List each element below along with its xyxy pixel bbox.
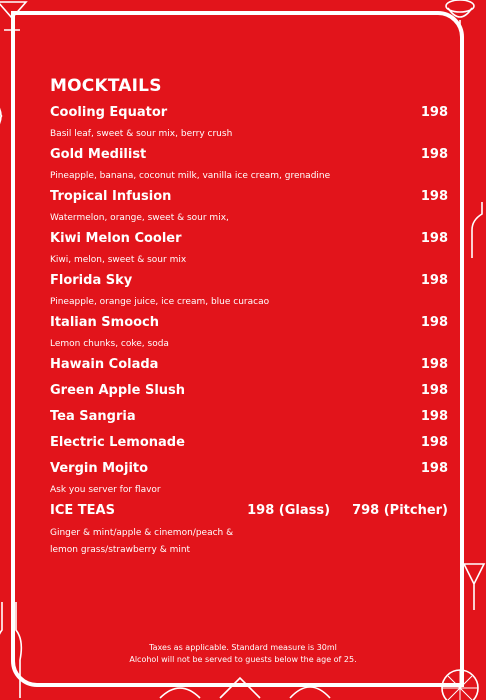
item-name: Vergin Mojito (50, 461, 149, 476)
menu-item-row (50, 461, 448, 481)
footer-age-notice: Alcohol will not be served to guests below the age of 25. (129, 655, 357, 664)
description-line: lemon grass/strawberry & mint (50, 545, 191, 555)
menu-item-row (50, 189, 448, 209)
item-name: Tropical Infusion (50, 189, 172, 204)
item-price: 198 (420, 435, 448, 450)
menu-item-row (50, 147, 448, 167)
item-price: 198 (420, 409, 448, 424)
item-description (50, 525, 260, 559)
item-name: Gold Medilist (50, 147, 147, 162)
item-price: 198 (420, 147, 448, 162)
item-name: Italian Smooch (50, 315, 160, 330)
menu-item (50, 409, 448, 429)
item-price: 198 (420, 189, 448, 204)
item-price: 198 (420, 315, 448, 330)
menu-item (50, 435, 448, 455)
item-name: Kiwi Melon Cooler (50, 231, 182, 246)
item-description: Basil leaf, sweet & sour mix, berry crush (50, 129, 233, 139)
menu-item-row (50, 383, 448, 403)
item-description: Watermelon, orange, sweet & sour mix, (50, 213, 229, 223)
ice-teas-row (50, 503, 448, 523)
menu-item-row (50, 273, 448, 293)
item-price: 198 (420, 357, 448, 372)
footer-taxes: Taxes as applicable. Standard measure is 30ml (149, 643, 337, 652)
ice-teas-item (50, 503, 448, 559)
item-price: 198 (420, 461, 448, 476)
menu-section (50, 76, 448, 565)
item-price: 198 (420, 231, 448, 246)
menu-item-row (50, 435, 448, 455)
item-description: Pineapple, orange juice, ice cream, blue curacao (50, 297, 270, 307)
item-name: Tea Sangria (50, 409, 136, 424)
item-name: Green Apple Slush (50, 383, 186, 398)
item-description: Ask you server for flavor (50, 485, 161, 495)
item-price: 198 (420, 383, 448, 398)
description-line: Ginger & mint/apple & cinemon/peach & (50, 528, 234, 538)
item-name: Cooling Equator (50, 105, 168, 120)
item-description: Lemon chunks, coke, soda (50, 339, 169, 349)
item-description: Pineapple, banana, coconut milk, vanilla ice cream, grenadine (50, 171, 331, 181)
price-glass: 198 (Glass) (247, 503, 331, 518)
item-price: 198 (420, 105, 448, 120)
menu-item (50, 147, 448, 183)
section-title: MOCKTAILS (50, 76, 162, 96)
menu-item-row (50, 231, 448, 251)
menu-item (50, 461, 448, 497)
menu-item (50, 189, 448, 225)
item-description: Kiwi, melon, sweet & sour mix (50, 255, 187, 265)
item-price: 198 (420, 273, 448, 288)
menu-item (50, 357, 448, 377)
menu-items-list (50, 105, 448, 497)
menu-item (50, 273, 448, 309)
item-name: Florida Sky (50, 273, 133, 288)
menu-item (50, 105, 448, 141)
menu-item (50, 315, 448, 351)
menu-item-row (50, 409, 448, 429)
menu-item (50, 231, 448, 267)
footer-note (0, 642, 486, 666)
item-name: Hawain Colada (50, 357, 159, 372)
price-pitcher: 798 (Pitcher) (352, 503, 448, 518)
menu-item-row (50, 357, 448, 377)
item-name: ICE TEAS (50, 503, 115, 518)
item-name: Electric Lemonade (50, 435, 185, 450)
bottle-icon (468, 200, 486, 260)
menu-item-row (50, 315, 448, 335)
menu-item (50, 383, 448, 403)
menu-item-row (50, 105, 448, 125)
